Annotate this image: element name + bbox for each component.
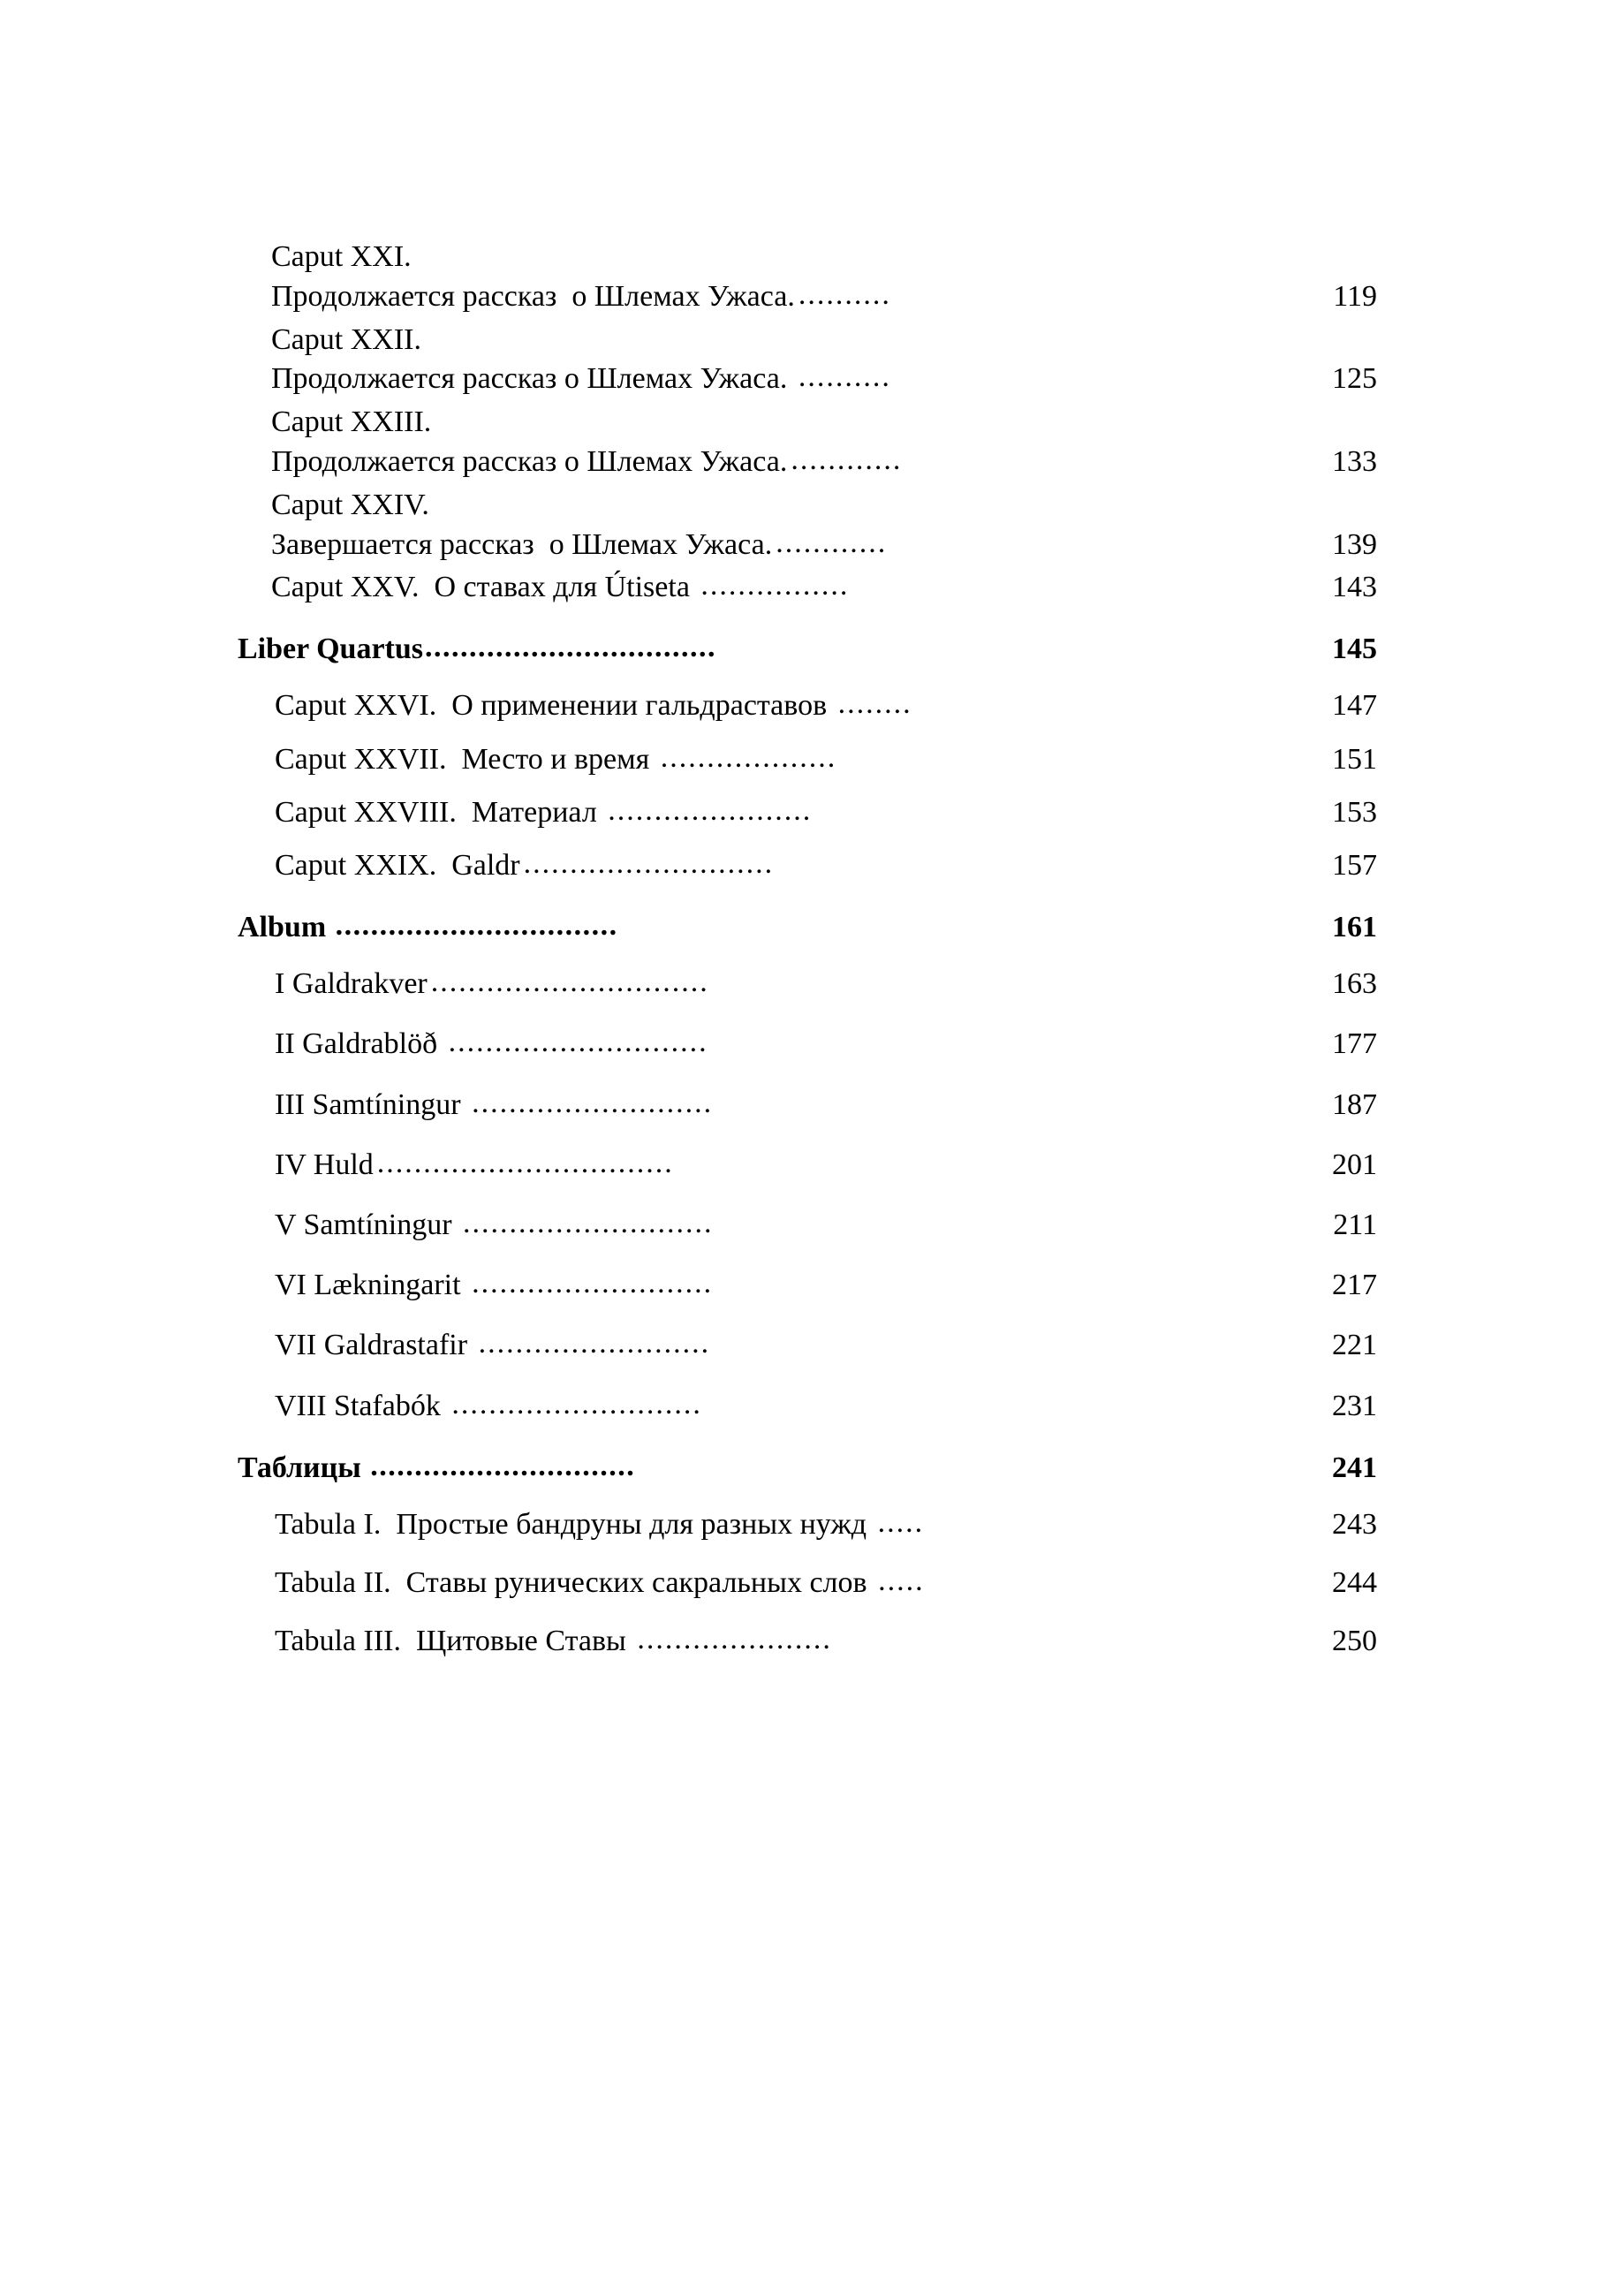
samtiningur-iii-page: 187 — [1332, 1087, 1377, 1121]
caput-xxi-title: Продолжается рассказ о Шлемах Ужаса. — [271, 279, 795, 313]
album-label: Album — [238, 911, 334, 944]
toc-entry-galdrablod — [229, 1025, 1377, 1064]
toc-entry-tabula-ii — [229, 1564, 1377, 1603]
caput-xxi-title-row — [229, 277, 1377, 316]
tables-page: 241 — [1332, 1451, 1377, 1484]
leader-dots: ............................ — [448, 1026, 708, 1059]
caput-xxiii-title-row — [229, 443, 1377, 481]
caput-xxvii-label: Caput XXVII. Место и время — [275, 742, 657, 776]
album-page: 161 — [1332, 911, 1377, 944]
stafabok-page: 231 — [1332, 1389, 1377, 1422]
leader-dots: ........................... — [463, 1207, 714, 1239]
toc-entry-stafabok — [229, 1387, 1377, 1426]
toc-section-tables — [229, 1449, 1377, 1488]
toc-entry-caput-xxix — [229, 846, 1377, 885]
caput-xxiii-title: Продолжается рассказ о Шлемах Ужаса. — [271, 445, 788, 479]
toc-section-liber-quartus — [229, 630, 1377, 669]
table-of-contents — [220, 237, 1377, 1662]
caput-xxiii-page: 133 — [1332, 445, 1377, 479]
leader-dots: .............................. — [430, 966, 709, 999]
caput-xxvi-label: Caput XXVI. О применении гальдраставов — [275, 689, 835, 723]
tabula-i-label: Tabula I. Простые бандруны для разных нужд — [275, 1507, 874, 1541]
galdrablod-label: II Galdrablöð — [275, 1027, 445, 1061]
toc-entry-samtiningur-v — [229, 1206, 1377, 1245]
toc-entry-galdrakver — [229, 965, 1377, 1004]
tabula-iii-label: Tabula III. Щитовые Ставы — [275, 1625, 634, 1658]
leader-dots: ............ — [776, 526, 888, 559]
leader-dots: ................................ — [335, 909, 618, 943]
leader-dots: .............................. — [370, 1449, 636, 1482]
galdrakver-page: 163 — [1332, 967, 1377, 1001]
liber-quartus-items — [229, 686, 1377, 885]
toc-entry-caput-xxii — [229, 320, 1377, 399]
leader-dots: ...................... — [608, 793, 813, 827]
laekningarit-label: VI Lækningarit — [275, 1269, 469, 1302]
caput-xxii-title: Продолжается рассказ о Шлемах Ужаса. — [271, 362, 795, 396]
leader-dots: ......................... — [478, 1327, 711, 1360]
galdrastafir-label: VII Galdrastafir — [275, 1329, 475, 1362]
leader-dots: ..... — [877, 1505, 925, 1539]
caput-xxii-title-row — [229, 360, 1377, 398]
huld-page: 201 — [1332, 1148, 1377, 1181]
album-items — [229, 965, 1377, 1426]
galdrastafir-page: 221 — [1332, 1329, 1377, 1362]
leader-dots: ..................... — [637, 1623, 832, 1656]
leader-dots: ........................... — [451, 1387, 702, 1421]
toc-entry-galdrastafir — [229, 1326, 1377, 1365]
caput-xxiv-title: Завершается рассказ о Шлемах Ужаса. — [271, 527, 773, 561]
toc-section-album — [229, 908, 1377, 947]
caput-xxii-heading: Caput XXII. — [271, 322, 421, 356]
leader-dots: ............ — [791, 443, 903, 477]
stafabok-label: VIII Stafabók — [275, 1389, 449, 1422]
toc-entry-tabula-iii — [229, 1622, 1377, 1661]
tabula-ii-page: 244 — [1332, 1566, 1377, 1600]
leader-dots: .......................... — [472, 1267, 714, 1300]
leader-dots: ................................ — [376, 1146, 674, 1179]
caput-xxiv-heading: Caput XXIV. — [271, 489, 429, 522]
tabula-iii-page: 250 — [1332, 1625, 1377, 1658]
toc-entry-tabula-i — [229, 1505, 1377, 1544]
toc-entry-caput-xxvi — [229, 686, 1377, 725]
liber-quartus-label: Liber Quartus — [238, 633, 424, 666]
caput-xxix-page: 157 — [1332, 848, 1377, 882]
samtiningur-v-label: V Samtíningur — [275, 1209, 460, 1241]
caput-xxi-page: 119 — [1333, 279, 1377, 313]
caput-xxiv-page: 139 — [1332, 527, 1377, 561]
toc-entry-caput-xxviii — [229, 793, 1377, 832]
leader-dots: .......... — [798, 360, 891, 394]
leader-dots: ........................... — [523, 846, 775, 880]
caput-xxviii-label: Caput XXVIII. Материал — [275, 795, 605, 829]
toc-entry-caput-xxv — [229, 568, 1377, 607]
leader-dots: .......................... — [472, 1086, 714, 1119]
leader-dots: ................................. — [425, 631, 717, 664]
huld-label: IV Huld — [275, 1148, 374, 1181]
galdrablod-page: 177 — [1332, 1027, 1377, 1061]
toc-entry-caput-xxiv — [229, 485, 1377, 565]
leader-dots: .......... — [798, 277, 891, 311]
caput-xxiv-title-row — [229, 526, 1377, 565]
caput-xxix-label: Caput XXIX. Galdr — [275, 848, 520, 882]
toc-entry-huld — [229, 1146, 1377, 1185]
leader-dots: ........ — [837, 687, 912, 721]
tabula-ii-label: Tabula II. Ставы рунических сакральных слов — [275, 1566, 875, 1600]
samtiningur-iii-label: III Samtíningur — [275, 1087, 469, 1121]
caput-xxviii-page: 153 — [1332, 795, 1377, 829]
leader-dots: ................... — [660, 740, 837, 774]
table-items — [229, 1505, 1377, 1662]
caput-xxiii-heading: Caput XXIII. — [271, 405, 432, 439]
liber-quartus-page: 145 — [1332, 633, 1377, 666]
toc-entry-laekningarit — [229, 1266, 1377, 1305]
caput-xxi-heading: Caput XXI. — [271, 240, 412, 273]
caput-xxvii-page: 151 — [1332, 742, 1377, 776]
caput-xxv-label: Caput XXV. О ставах для Útiseta — [271, 570, 698, 603]
galdrakver-label: I Galdrakver — [275, 967, 428, 1001]
caput-xxv-page: 143 — [1332, 570, 1377, 603]
toc-entry-caput-xxiii — [229, 402, 1377, 481]
laekningarit-page: 217 — [1332, 1269, 1377, 1302]
caput-xxvi-page: 147 — [1332, 689, 1377, 723]
tables-label: Таблицы — [238, 1451, 369, 1484]
leader-dots: ..... — [878, 1565, 925, 1598]
toc-entry-caput-xxvii — [229, 740, 1377, 779]
leader-dots: ................ — [700, 568, 850, 602]
samtiningur-v-page: 211 — [1333, 1209, 1377, 1241]
toc-entry-caput-xxi — [229, 237, 1377, 316]
caput-xxii-page: 125 — [1332, 362, 1377, 396]
toc-entry-samtiningur-iii — [229, 1086, 1377, 1125]
tabula-i-page: 243 — [1332, 1507, 1377, 1541]
